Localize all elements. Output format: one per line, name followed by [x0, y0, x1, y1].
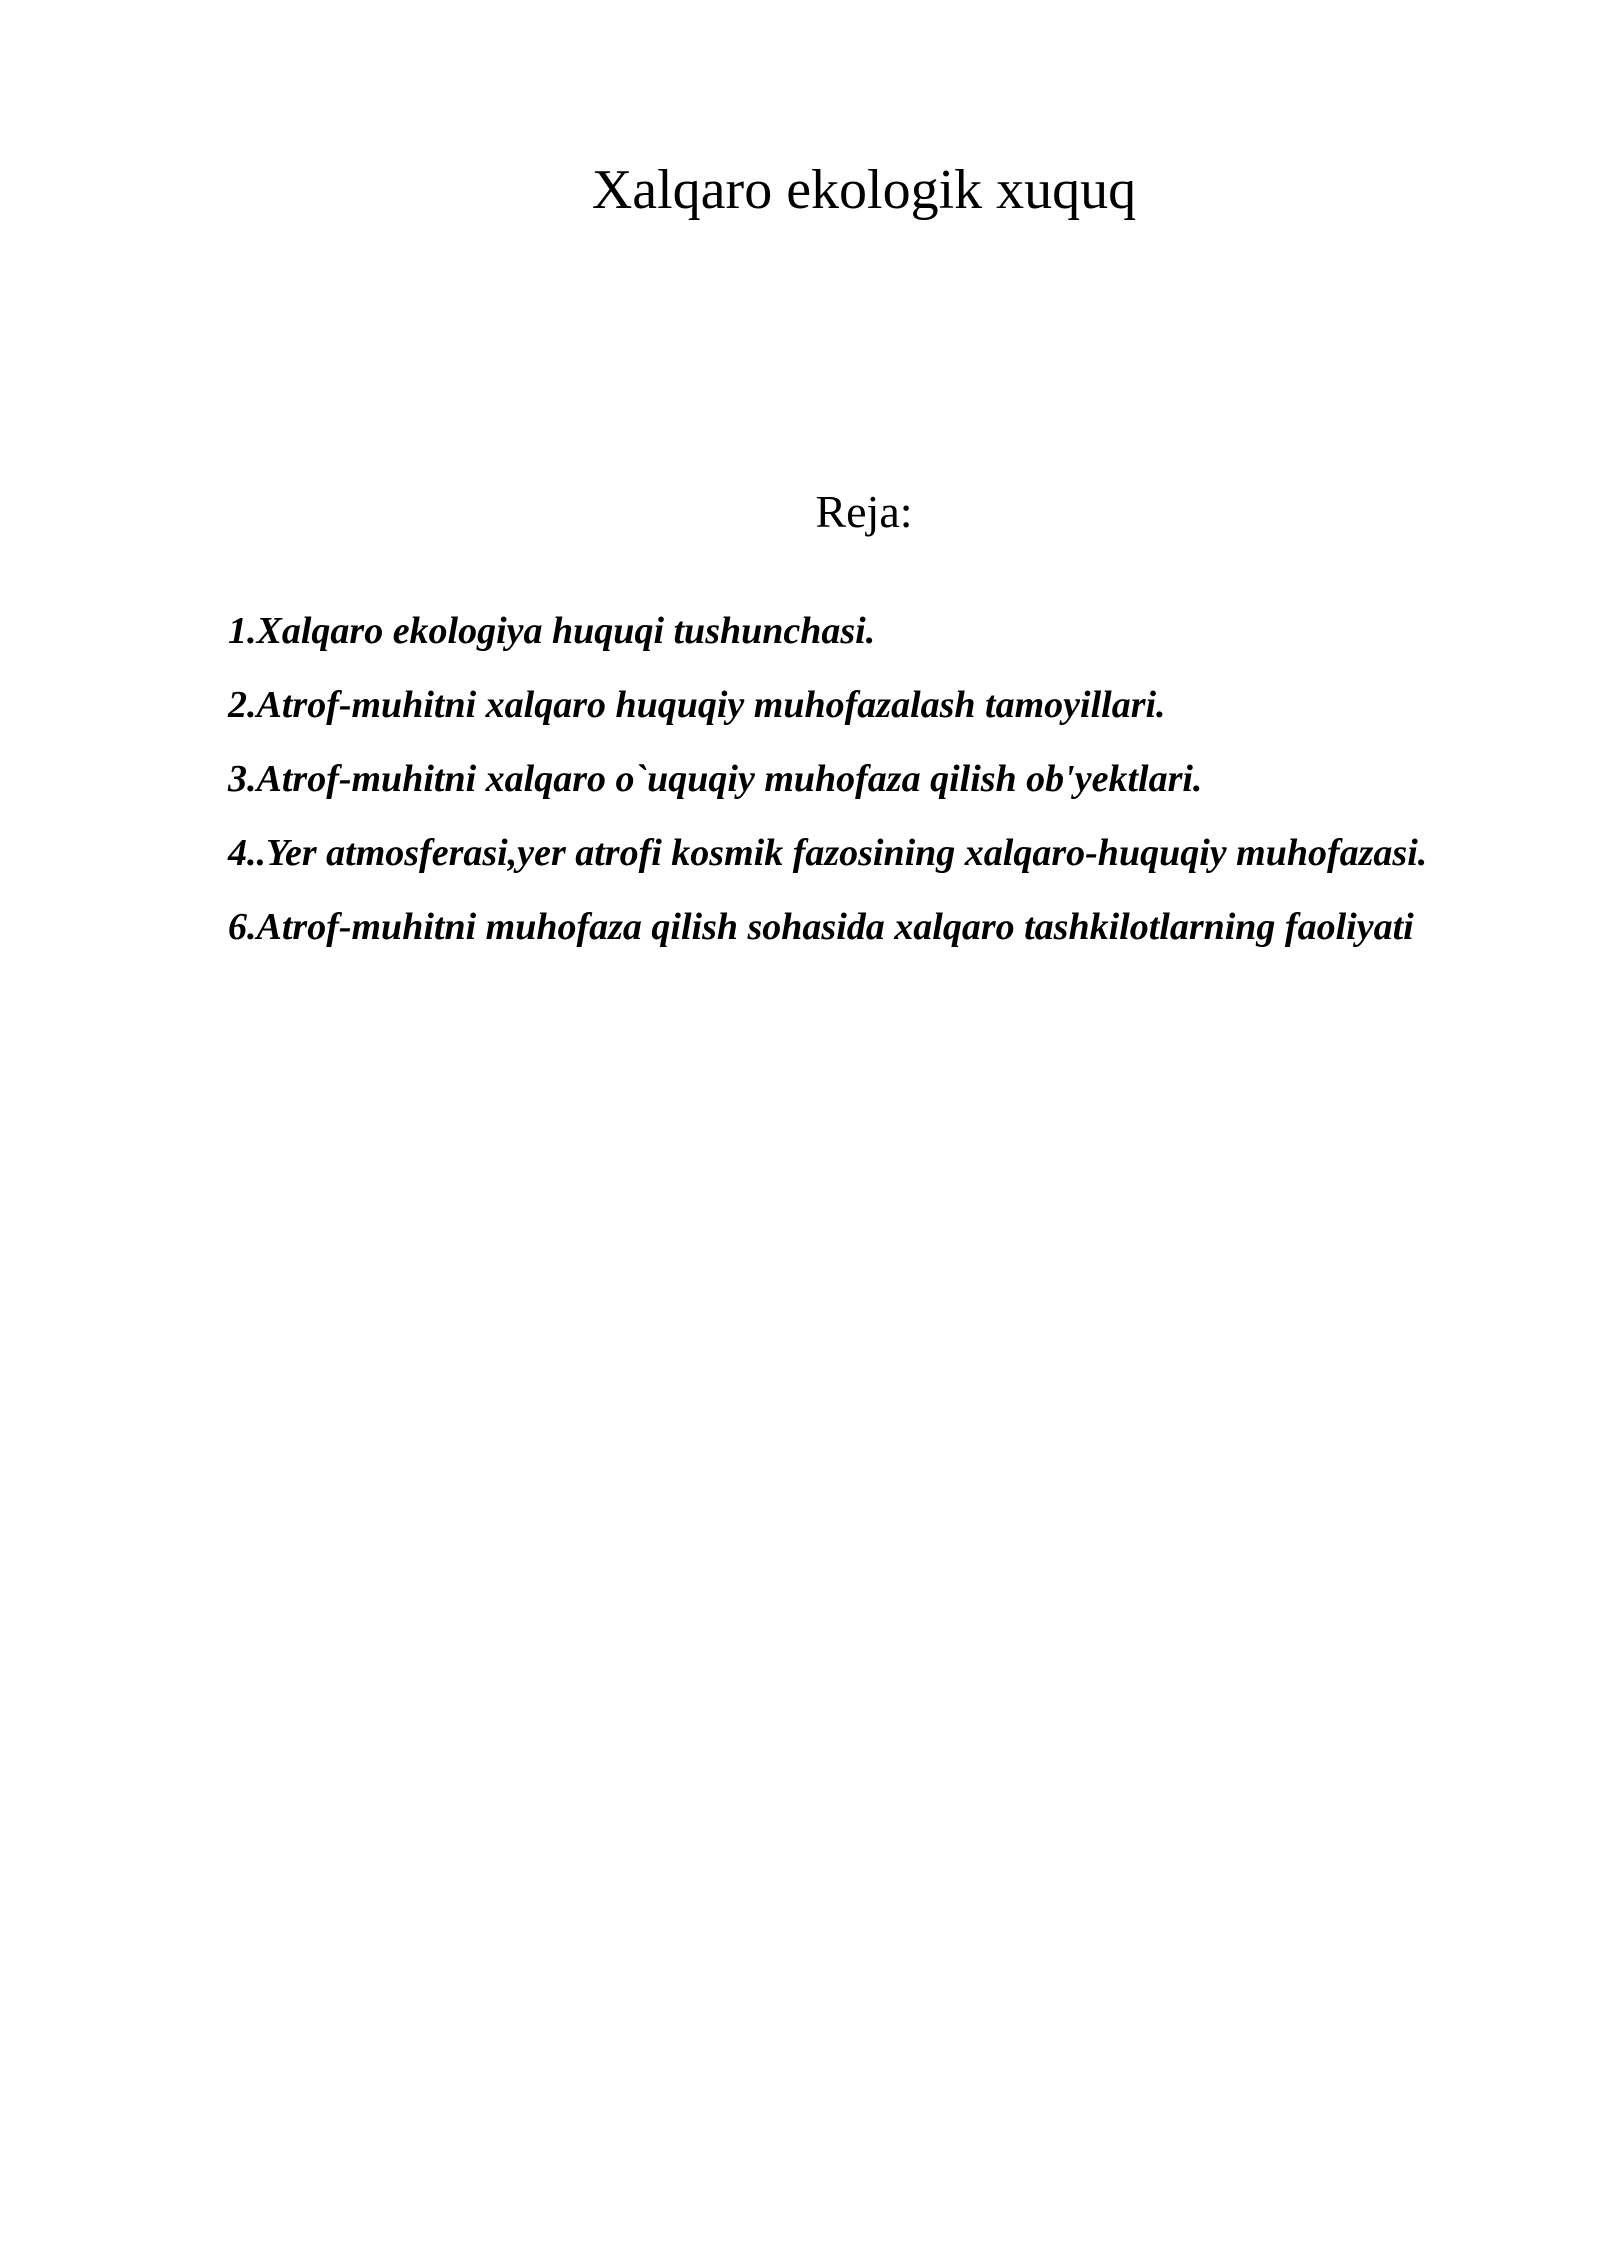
plan-list: [228, 594, 1478, 964]
document-title: Xalqaro ekologik xuquq: [591, 159, 1137, 221]
plan-item-4: 4..Yer atmosferasi,yer atrofi kosmik fazosining xalqaro-huquqiy muhofazasi.: [228, 832, 1428, 874]
plan-item-2: 2.Atrof-muhitni xalqaro huquqiy muhofazalash tamoyillari.: [228, 684, 1166, 726]
plan-item-1: 1.Xalqaro ekologiya huquqi tushunchasi.: [228, 610, 876, 652]
plan-heading: Reja:: [815, 486, 913, 537]
plan-item-3: 3.Atrof-muhitni xalqaro o`uquqiy muhofaza qilish ob'yektlari.: [228, 758, 1203, 800]
plan-item-5: 6.Atrof-muhitni muhofaza qilish sohasida xalqaro tashkilotlarning faoliyati: [228, 906, 1414, 948]
